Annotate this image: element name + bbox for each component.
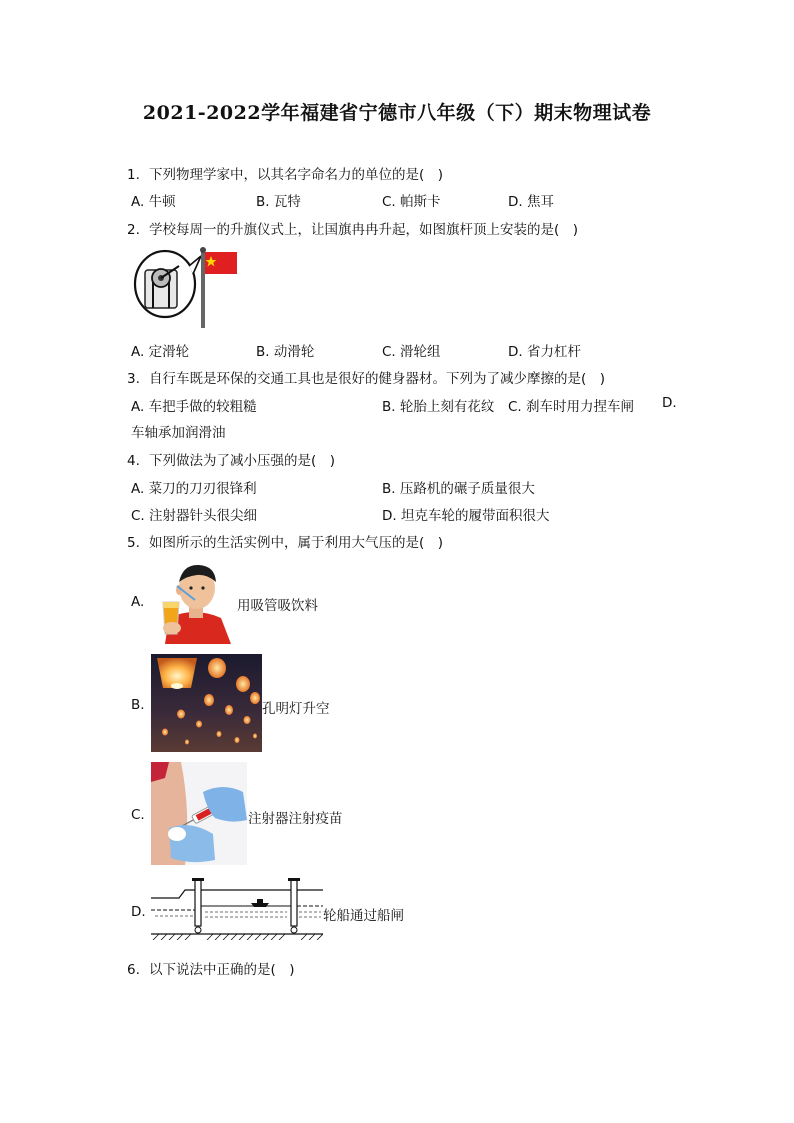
question-number: 4.: [127, 453, 140, 469]
question-stem: 下列物理学家中，以其名字命名力的单位的是( ): [149, 167, 444, 183]
question-6: [127, 958, 295, 978]
question-stem: 学校每周一的升旗仪式上，让国旗冉冉升起，如图旗杆顶上安装的是( ): [149, 222, 579, 238]
page-title: 2021-2022学年福建省宁德市八年级（下）期末物理试卷: [142, 102, 652, 124]
q5-option-d-caption: 轮船通过船闸: [323, 908, 404, 924]
flagpole-pulley-illustration: [131, 244, 243, 330]
question-stem: 自行车既是环保的交通工具也是很好的健身器材。下列为了减少摩擦的是( ): [149, 371, 606, 387]
q4-option-b: B. 压路机的碾子质量很大: [382, 481, 535, 497]
q2-option-a: A. 定滑轮: [131, 344, 190, 360]
q3-option-d-text: 车轴承加润滑油: [131, 425, 226, 441]
q4-option-d: D. 坦克车轮的履带面积很大: [382, 508, 550, 524]
sky-lanterns-illustration: [151, 654, 262, 752]
q1-option-a: A. 牛顿: [131, 194, 176, 210]
child-drinking-straw-photo: [151, 556, 237, 644]
q3-option-d: D.: [662, 395, 677, 411]
q2-option-c: C. 滑轮组: [382, 344, 441, 360]
q5-option-d-letter: D.: [131, 904, 146, 920]
question-stem: 下列做法为了减小压强的是( ): [149, 453, 336, 469]
question-3: [127, 367, 605, 387]
q5-option-a-caption: 用吸管吸饮料: [237, 598, 318, 614]
q1-option-d: D. 焦耳: [508, 194, 554, 210]
question-stem: 如图所示的生活实例中，属于利用大气压的是( ): [149, 535, 444, 551]
question-number: 2.: [127, 222, 140, 238]
question-number: 5.: [127, 535, 140, 551]
ship-lock-diagram: [151, 876, 323, 940]
ship-lock-illustration: [151, 876, 323, 940]
q5-option-b-letter: B.: [131, 697, 145, 713]
question-1: [127, 163, 443, 183]
q4-option-a: A. 菜刀的刀刃很锋利: [131, 481, 257, 497]
vaccine-injection-illustration: [151, 762, 247, 865]
q3-option-c: C. 刹车时用力捏车闸: [508, 399, 635, 415]
question-number: 6.: [127, 962, 140, 978]
q3-option-b: B. 轮胎上刻有花纹: [382, 399, 495, 415]
q5-option-c-letter: C.: [131, 807, 145, 823]
q2-option-b: B. 动滑轮: [256, 344, 315, 360]
q5-option-c-caption: 注射器注射疫苗: [248, 811, 343, 827]
question-2: [127, 218, 578, 238]
question-5: [127, 531, 443, 551]
q1-option-b: B. 瓦特: [256, 194, 301, 210]
question-number: 3.: [127, 371, 140, 387]
q5-option-b-caption: 孔明灯升空: [262, 701, 330, 717]
vaccine-injection-photo: [151, 762, 247, 865]
sky-lanterns-photo: [151, 654, 262, 752]
q5-option-a-letter: A.: [131, 594, 145, 610]
q3-option-a: A. 车把手做的较粗糙: [131, 399, 257, 415]
flagpole-pulley-figure: [131, 244, 243, 330]
question-4: [127, 449, 335, 469]
q2-option-d: D. 省力杠杆: [508, 344, 581, 360]
child-drinking-straw-illustration: [151, 556, 237, 644]
question-number: 1.: [127, 167, 140, 183]
q1-option-c: C. 帕斯卡: [382, 194, 441, 210]
question-stem: 以下说法中正确的是( ): [149, 962, 295, 978]
q4-option-c: C. 注射器针头很尖细: [131, 508, 258, 524]
